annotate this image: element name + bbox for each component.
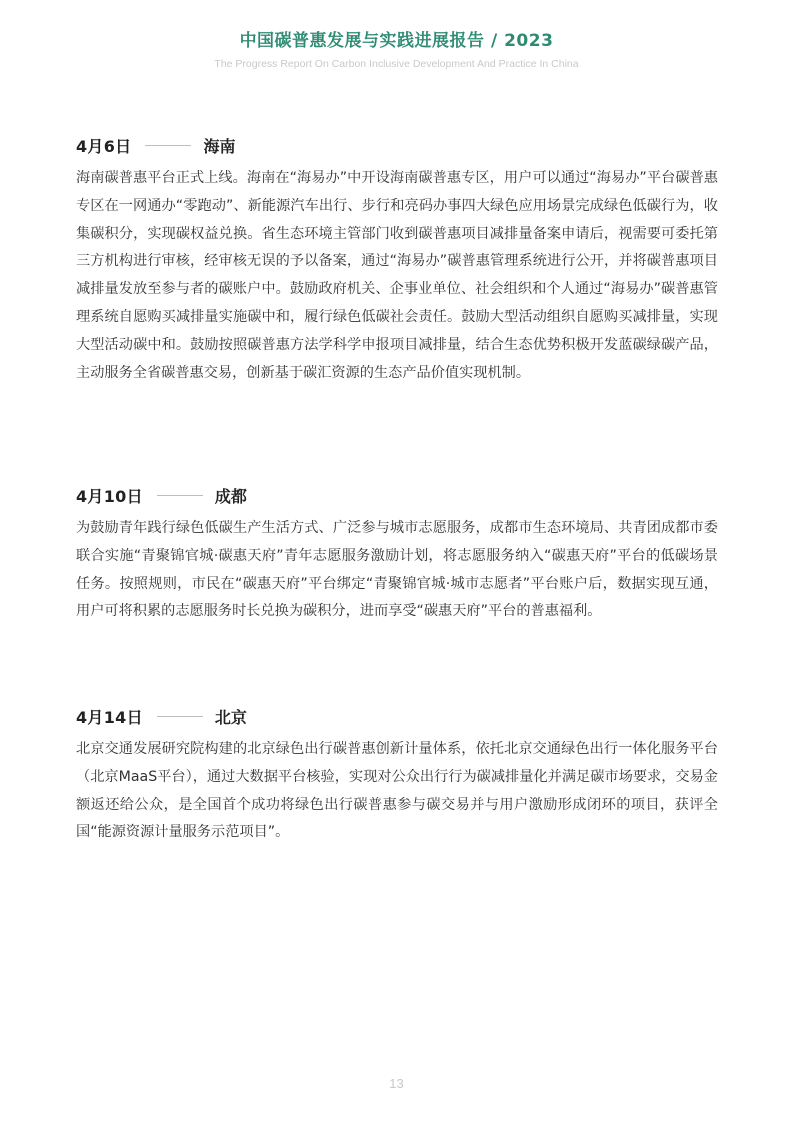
entry-heading bbox=[76, 704, 718, 728]
entry-date: 4月10日 bbox=[76, 486, 143, 506]
entry-chengdu bbox=[76, 483, 718, 626]
entry-body: 北京交通发展研究院构建的北京绿色出行碳普惠创新计量体系，依托北京交通绿色出行一体化服务平台（北京MaaS平台），通过大数据平台核验，实现对公众出行行为碳减排量化并满足碳市场要求，交易金额返还给公众，是全国首个成功将绿色出行碳普惠参与碳交易并与用户激励形成闭环的项目，获评全国“能源资源计量服务示范项目”。 bbox=[76, 741, 718, 841]
heading-divider bbox=[157, 716, 203, 717]
entry-location: 海南 bbox=[203, 136, 236, 156]
entry-date: 4月14日 bbox=[76, 707, 143, 727]
page-number: 13 bbox=[389, 1076, 404, 1091]
page-header bbox=[0, 28, 793, 72]
entry-hainan bbox=[76, 133, 718, 387]
entry-body: 为鼓励青年践行绿色低碳生产生活方式、广泛参与城市志愿服务，成都市生态环境局、共青团成都市委联合实施“青聚锦官城·碳惠天府”青年志愿服务激励计划，将志愿服务纳入“碳惠天府”平台的低碳场景任务。按照规则，市民在“碳惠天府”平台绑定“青聚锦官城·城市志愿者”平台账户后，数据实现互通，用户可将积累的志愿服务时长兑换为碳积分，进而享受“碳惠天府”平台的普惠福利。 bbox=[76, 520, 718, 620]
entry-beijing bbox=[76, 704, 718, 847]
heading-divider bbox=[157, 495, 203, 496]
entry-heading bbox=[76, 133, 718, 157]
entry-body: 海南碳普惠平台正式上线。海南在“海易办”中开设海南碳普惠专区，用户可以通过“海易办”平台碳普惠专区在一网通办“零跑动”、新能源汽车出行、步行和亮码办事四大绿色应用场景完成绿色低碳行为，收集碳积分，实现碳权益兑换。省生态环境主管部门收到碳普惠项目减排量备案申请后，视需要可委托第三方机构进行审核，经审核无误的予以备案，通过“海易办”碳普惠管理系统进行公开，并将碳普惠项目减排量发放至参与者的碳账户中。鼓励政府机关、企事业单位、社会组织和个人通过“海易办”碳普惠管理系统自愿购买减排量实施碳中和，履行绿色低碳社会责任。鼓励大型活动组织自愿购买减排量，实现大型活动碳中和。鼓励按照碳普惠方法学科学申报项目减排量，结合生态优势积极开发蓝碳绿碳产品，主动服务全省碳普惠交易，创新基于碳汇资源的生态产品价值实现机制。 bbox=[76, 170, 718, 381]
report-title: 中国碳普惠发展与实践进展报告 / 2023 bbox=[239, 31, 554, 51]
entry-location: 北京 bbox=[214, 707, 247, 727]
entry-location: 成都 bbox=[214, 486, 247, 506]
entry-heading bbox=[76, 483, 718, 507]
entry-date: 4月6日 bbox=[76, 136, 132, 156]
report-subtitle: The Progress Report On Carbon Inclusive Development And Practice In China bbox=[214, 58, 579, 70]
heading-divider bbox=[145, 145, 191, 146]
